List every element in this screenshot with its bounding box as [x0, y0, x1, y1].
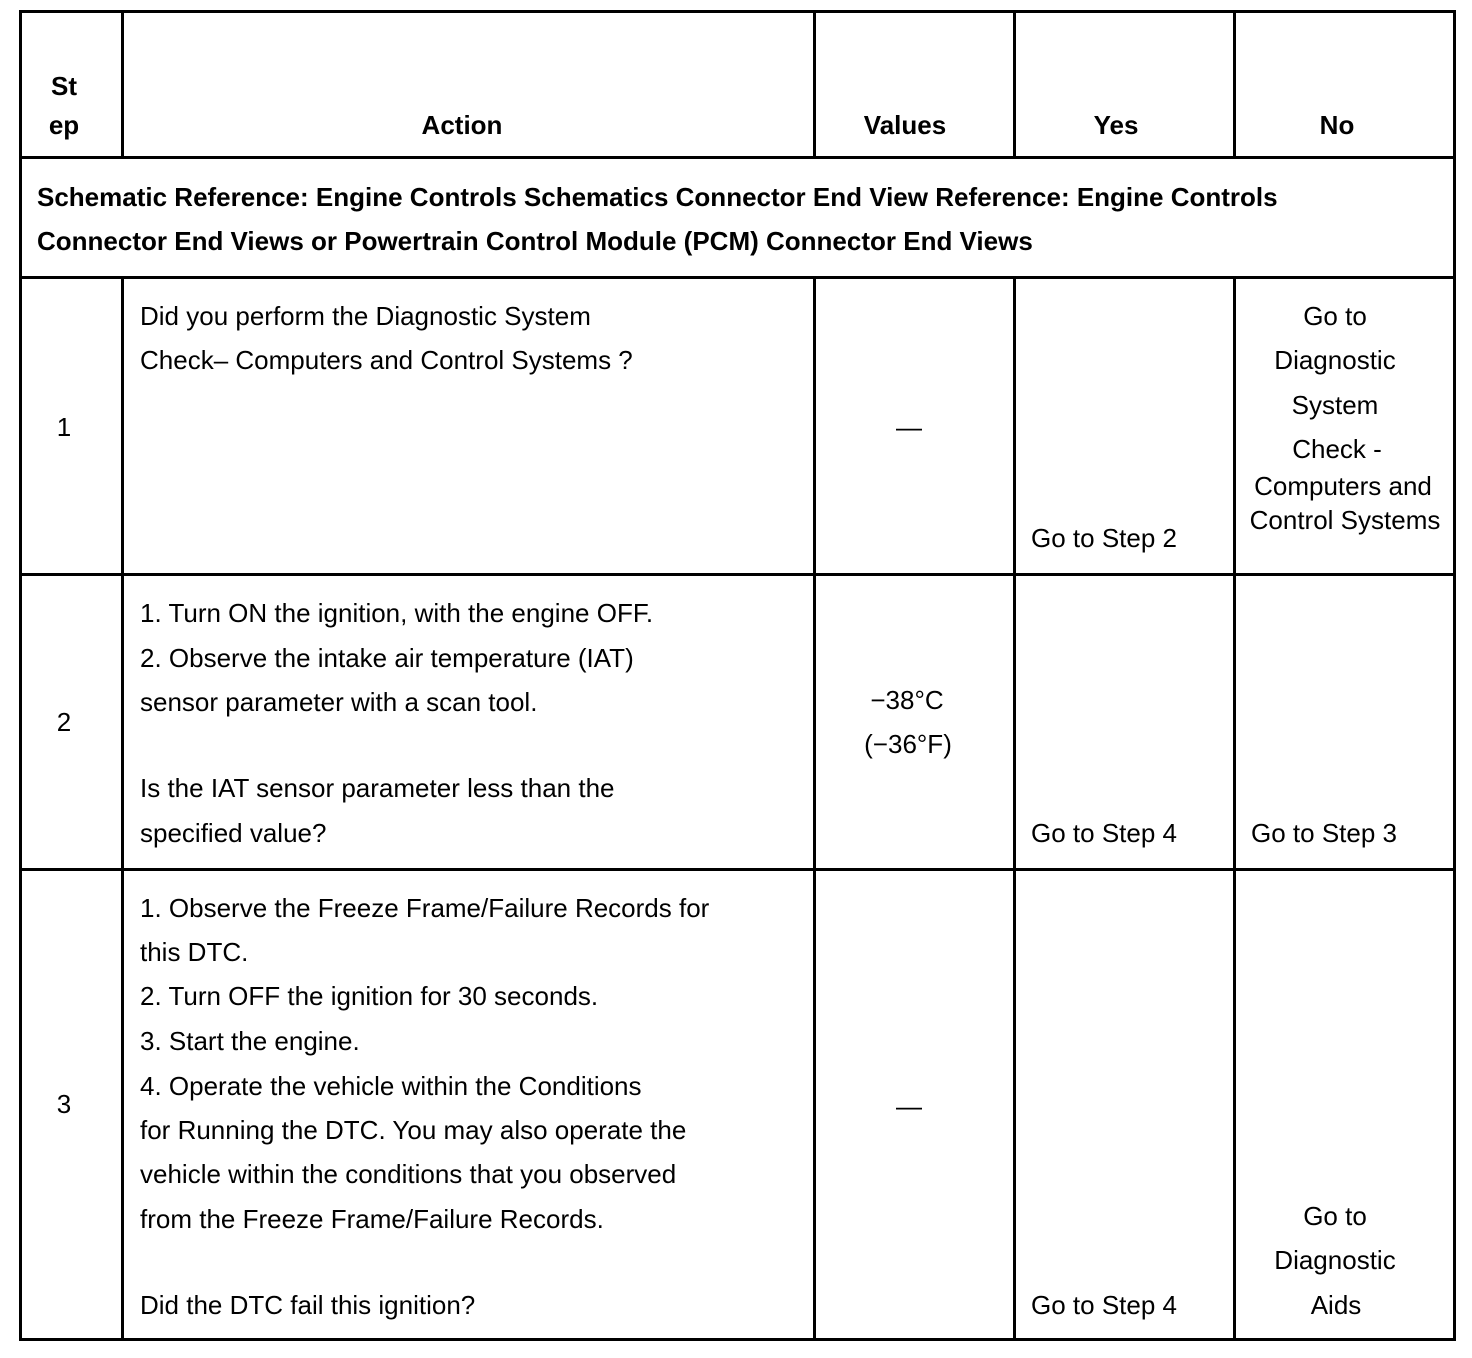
col-divider-values [1013, 276, 1016, 1341]
step-2-number: 2 [56, 707, 72, 737]
step-1-action-line: Did you perform the Diagnostic System [140, 301, 591, 331]
step-2-action-line: specified value? [140, 818, 327, 848]
step-3-action-line: for Running the DTC. You may also operate the [140, 1115, 687, 1145]
header-values: Values [863, 110, 947, 140]
table-border-left [19, 10, 22, 1341]
header-step-line2: ep [48, 110, 80, 140]
step-1-no-line: Go to [1303, 301, 1367, 331]
step-3-action-line: 4. Operate the vehicle within the Conditions [140, 1071, 642, 1101]
step-3-action-line: 2. Turn OFF the ignition for 30 seconds. [140, 981, 599, 1011]
step-3-action-line: Did the DTC fail this ignition? [140, 1290, 476, 1320]
col-divider-values-head [1013, 10, 1016, 159]
step-1-no-line: Control Systems [1249, 505, 1441, 535]
step-2-yes: Go to Step 4 [1031, 818, 1177, 848]
step-2-action-line: sensor parameter with a scan tool. [140, 687, 538, 717]
schematic-reference-line1: Schematic Reference: Engine Controls Schematics Connector End View Reference: Engine Controls [37, 182, 1278, 212]
header-action: Action [421, 110, 503, 140]
table-border-top [19, 10, 1456, 13]
table-border-bottom [19, 1338, 1456, 1341]
step-2-action-line: 2. Observe the intake air temperature (IAT) [140, 643, 634, 673]
col-divider-action [813, 276, 816, 1341]
col-divider-step-head [121, 10, 124, 159]
step-2-no: Go to Step 3 [1251, 818, 1397, 848]
step-3-action-line: vehicle within the conditions that you observed [140, 1159, 677, 1189]
table-border-right [1453, 10, 1456, 1341]
header-yes: Yes [1093, 110, 1139, 140]
step-3-number: 3 [56, 1089, 72, 1119]
step-3-yes: Go to Step 4 [1031, 1290, 1177, 1320]
col-divider-yes-head [1233, 10, 1236, 159]
col-divider-yes [1233, 276, 1236, 1341]
step-3-action-line: from the Freeze Frame/Failure Records. [140, 1204, 604, 1234]
step-1-no-line: System [1291, 390, 1379, 420]
step-2-value-celsius: −38°C [870, 685, 944, 715]
step-1-yes: Go to Step 2 [1031, 523, 1177, 553]
row-divider-2 [19, 868, 1456, 871]
schematic-reference-line2: Connector End Views or Powertrain Control Module (PCM) Connector End Views [37, 226, 1033, 256]
step-2-action-line: Is the IAT sensor parameter less than the [140, 773, 615, 803]
step-1-value: — [896, 412, 922, 442]
step-1-no-line: Computers and [1254, 471, 1432, 501]
step-3-value: — [896, 1091, 922, 1121]
step-1-number: 1 [56, 412, 72, 442]
reference-divider [19, 276, 1456, 279]
step-3-no-line: Aids [1310, 1290, 1362, 1320]
step-1-no-line: Diagnostic [1274, 345, 1396, 375]
col-divider-action-head [813, 10, 816, 159]
step-2-value-fahrenheit: (−36°F) [864, 729, 952, 759]
step-2-action-line: 1. Turn ON the ignition, with the engine OFF. [140, 598, 654, 628]
step-3-no-line: Go to [1303, 1201, 1367, 1231]
step-3-action-line: this DTC. [140, 937, 249, 967]
header-no: No [1319, 110, 1355, 140]
step-1-no-line: Check - [1292, 434, 1382, 464]
step-3-no-line: Diagnostic [1274, 1245, 1396, 1275]
step-3-action-line: 3. Start the engine. [140, 1026, 360, 1056]
row-divider-1 [19, 573, 1456, 576]
step-1-action-line: Check– Computers and Control Systems ? [140, 345, 633, 375]
col-divider-step [121, 276, 124, 1341]
header-step-line1: St [51, 71, 77, 101]
step-3-action-line: 1. Observe the Freeze Frame/Failure Records for [140, 893, 710, 923]
header-divider [19, 156, 1456, 159]
